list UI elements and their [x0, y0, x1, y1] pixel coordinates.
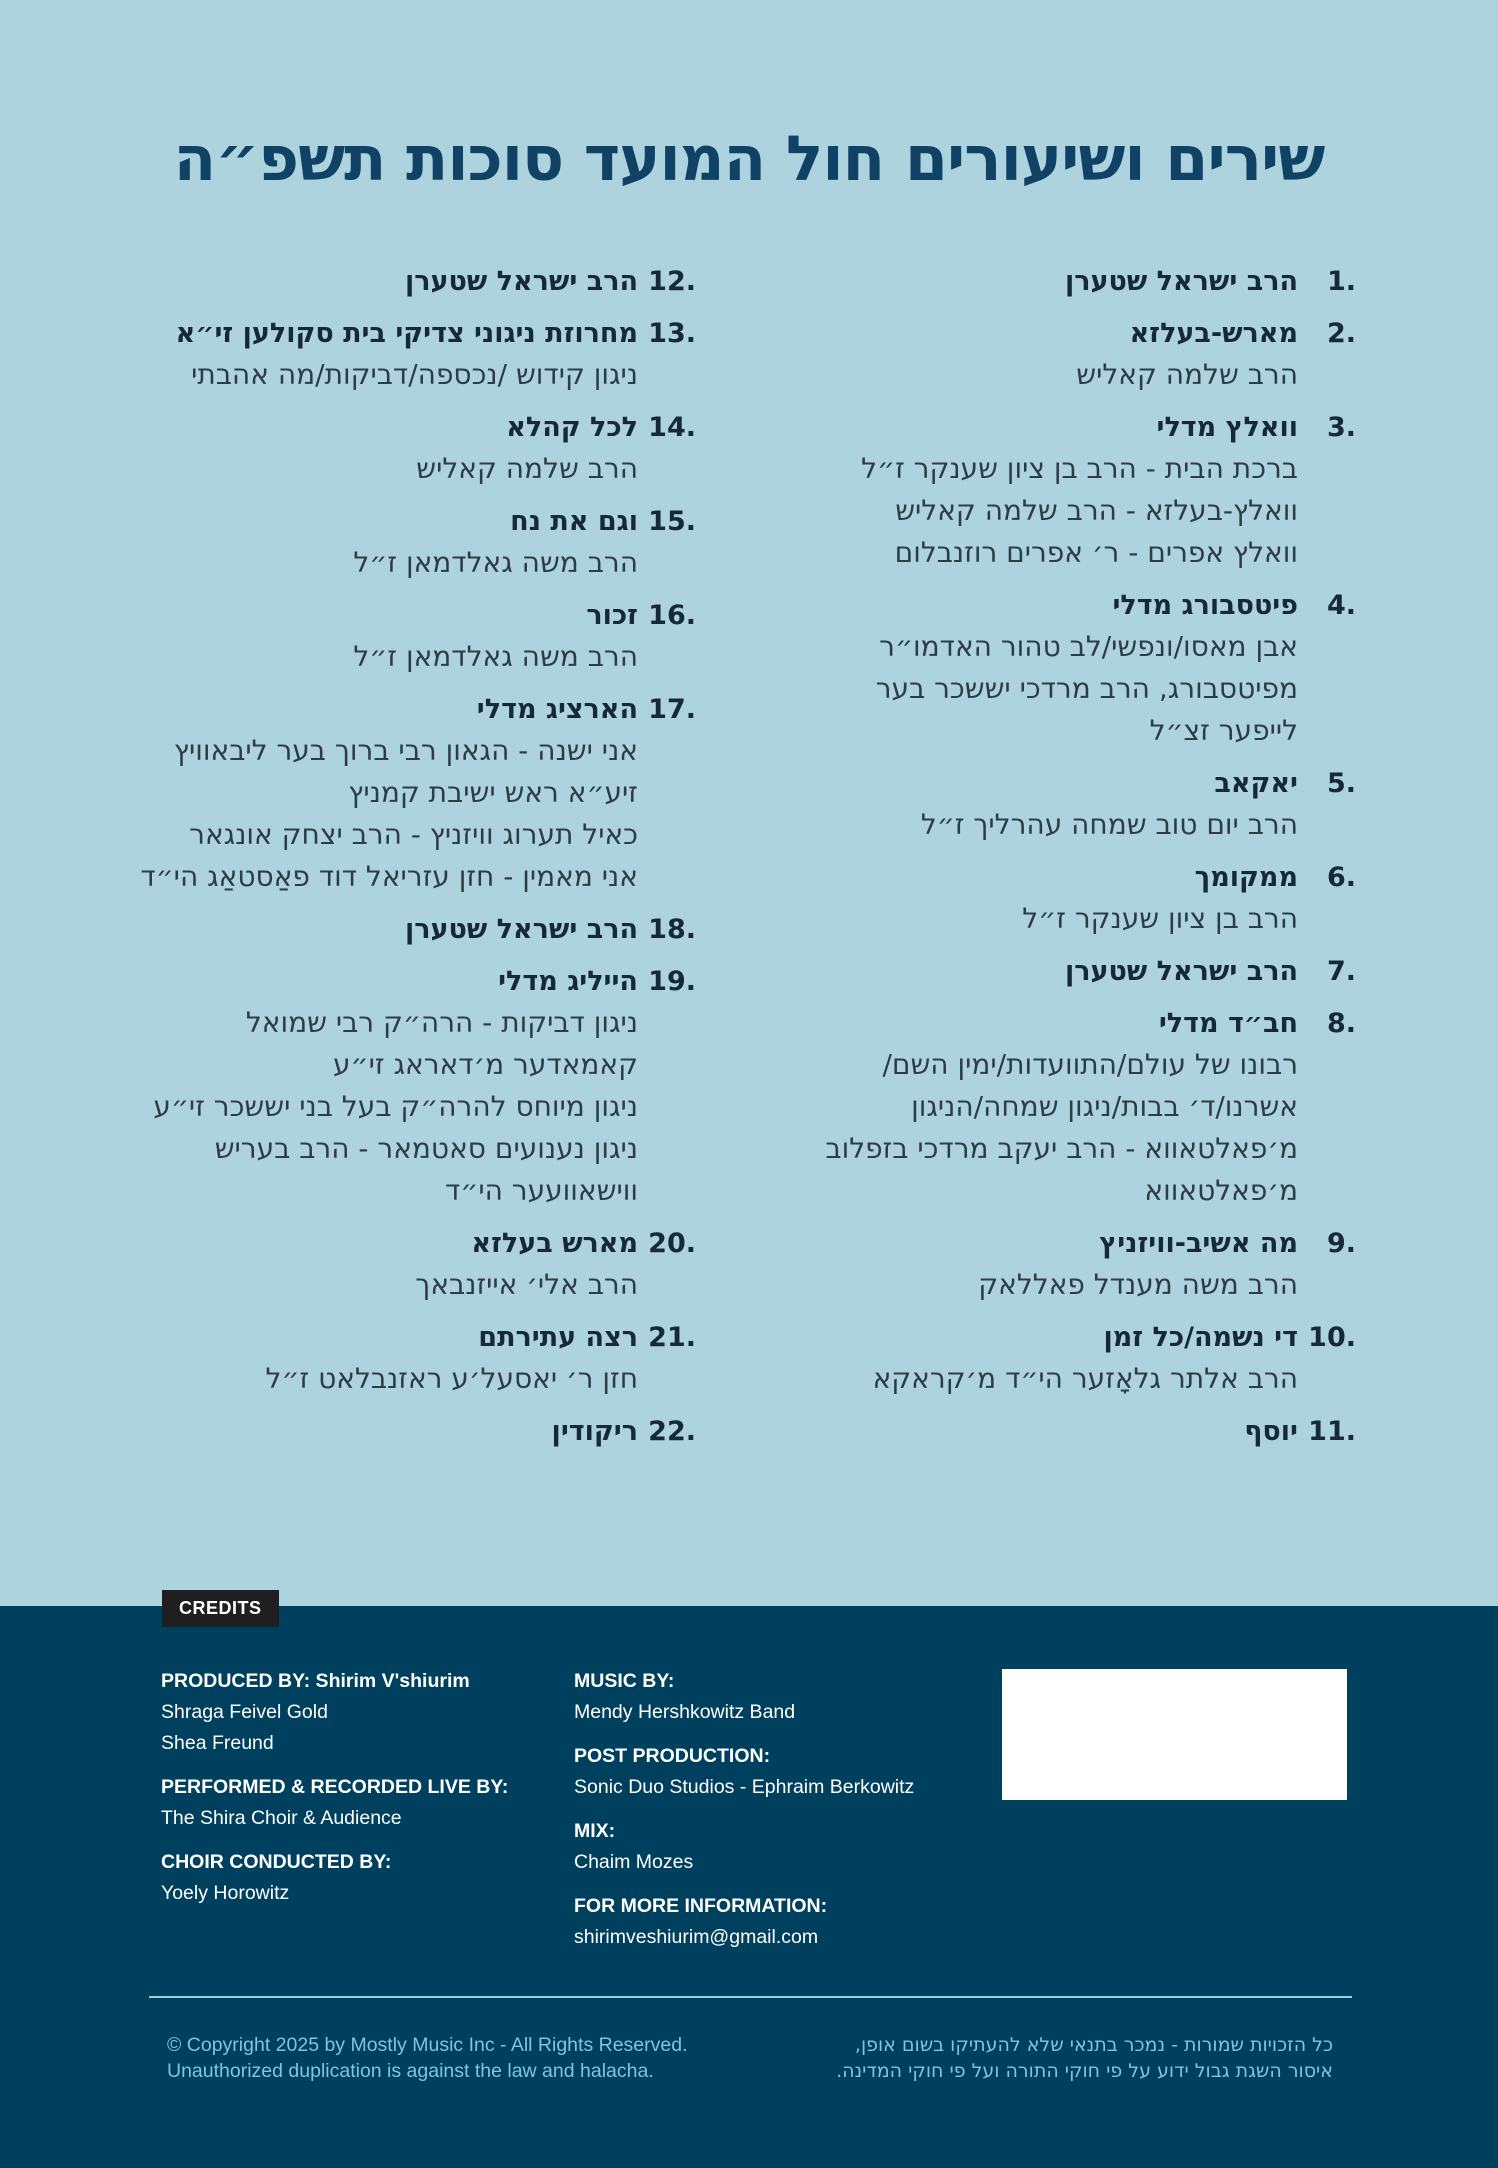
track-item	[56, 1318, 696, 1400]
track-credit-line: הרב בן ציון שענקר ז״ל	[1022, 902, 1298, 935]
copyright-hebrew	[713, 2032, 1333, 2084]
track-credit-line: כאיל תערוג וויזניץ - הרב יצחק אונגאר	[189, 818, 638, 851]
track-number: 11.	[1308, 1416, 1356, 1447]
track-title: וגם את נח	[510, 506, 638, 537]
track-title: הרב ישראל שטערן	[1064, 266, 1298, 297]
track-credit-line: ניגון דביקות - הרה״ק רבי שמואל	[245, 1006, 638, 1039]
credit-group	[574, 1666, 974, 1728]
track-header	[56, 1412, 696, 1452]
track-number: 9.	[1326, 1228, 1356, 1259]
track-header	[56, 1318, 696, 1358]
track-header	[766, 1224, 1356, 1264]
track-number: 15.	[648, 506, 696, 537]
track-header	[56, 262, 696, 302]
track-item	[766, 586, 1356, 752]
track-number: 13.	[648, 318, 696, 349]
track-title: זכור	[586, 600, 638, 631]
track-header	[56, 502, 696, 542]
track-number: 22.	[648, 1416, 696, 1447]
copyright-he-line: איסור השגת גבול ידוע על פי חוקי התורה ועל פי חוקי המדינה.	[836, 2060, 1333, 2082]
track-title: ריקודין	[551, 1416, 638, 1447]
track-header	[766, 858, 1356, 898]
track-item	[766, 1224, 1356, 1306]
track-title: הרב ישראל שטערן	[1064, 956, 1298, 987]
tracklist-left-column	[56, 262, 696, 1464]
track-item	[56, 1224, 696, 1306]
track-title: לכל קהלא	[506, 412, 638, 443]
credit-value: Chaim Mozes	[574, 1851, 694, 1873]
track-credit-line: ברכת הבית - הרב בן ציון שענקר ז״ל	[861, 452, 1298, 485]
track-number: 4.	[1326, 590, 1356, 621]
credit-label: FOR MORE INFORMATION:	[574, 1895, 828, 1917]
track-number: 5.	[1326, 768, 1356, 799]
track-number: 12.	[648, 266, 696, 297]
track-header	[766, 314, 1356, 354]
track-number: 8.	[1326, 1008, 1356, 1039]
track-credit-line: ניגון קידוש /נכספה/דביקות/מה אהבתי	[191, 358, 638, 391]
track-number: 19.	[648, 966, 696, 997]
credit-label: PERFORMED & RECORDED LIVE BY:	[161, 1776, 509, 1798]
track-header	[766, 1318, 1356, 1358]
track-item	[56, 1412, 696, 1452]
track-credit-line: קאמאדער מ׳דאראג זי״ע	[333, 1048, 638, 1081]
track-title: פיטסבורג מדלי	[1112, 590, 1298, 621]
tracklist-right-column	[766, 262, 1356, 1464]
track-item	[56, 962, 696, 1212]
credit-label: CHOIR CONDUCTED BY:	[161, 1851, 392, 1873]
track-header	[766, 952, 1356, 992]
credit-group	[161, 1772, 541, 1834]
credit-label: MIX:	[574, 1820, 616, 1842]
track-item	[766, 262, 1356, 302]
track-header	[766, 586, 1356, 626]
track-title: יאקאב	[1214, 768, 1298, 799]
track-header	[56, 1224, 696, 1264]
track-credit-line: הרב אלי׳ אייזנבאך	[415, 1268, 638, 1301]
track-header	[56, 596, 696, 636]
track-header	[56, 910, 696, 950]
track-number: 1.	[1326, 266, 1356, 297]
track-credit-line: רבונו של עולם/התוועדות/ימין השם/	[882, 1048, 1298, 1081]
track-item	[56, 314, 696, 396]
copyright-english	[167, 2032, 787, 2084]
track-credit-line: אני מאמין - חזן עזריאל דוד פאַסטאַג הי״ד	[140, 860, 638, 893]
track-title: מחרוזת ניגוני צדיקי בית סקולען זי״א	[175, 318, 638, 349]
track-header	[56, 690, 696, 730]
credit-label: POST PRODUCTION:	[574, 1745, 771, 1767]
track-number: 2.	[1326, 318, 1356, 349]
track-number: 7.	[1326, 956, 1356, 987]
track-credit-line: הרב שלמה קאליש	[1076, 358, 1298, 391]
track-title: רצה עתירתם	[478, 1322, 638, 1353]
track-item	[56, 408, 696, 490]
copyright-en-line: © Copyright 2025 by Mostly Music Inc - All Rights Reserved.	[167, 2034, 688, 2056]
track-title: ממקומך	[1194, 862, 1298, 893]
credit-group	[161, 1847, 541, 1909]
track-credit-line: חזן ר׳ יאסעל׳ע ראזנבלאט ז״ל	[265, 1362, 638, 1395]
track-number: 17.	[648, 694, 696, 725]
track-credit-line: אבן מאסו/ונפשי/לב טהור האדמו״ר	[879, 630, 1298, 663]
credits-column-1	[161, 1666, 541, 1922]
logo-placeholder-box	[1002, 1669, 1347, 1800]
track-title: מארש בעלזא	[471, 1228, 638, 1259]
track-header	[766, 262, 1356, 302]
track-header	[56, 408, 696, 448]
page-title: שירים ושיעורים חול המועד סוכות תשפ״ה	[173, 122, 1325, 195]
track-title: הרב ישראל שטערן	[404, 266, 638, 297]
track-credit-line: הרב משה מענדל פאללאק	[978, 1268, 1298, 1301]
track-credit-line: לייפער זצ״ל	[1149, 714, 1298, 747]
track-credit-line: זיע״א ראש ישיבת קמניץ	[348, 776, 638, 809]
track-number: 21.	[648, 1322, 696, 1353]
credit-value: Mendy Hershkowitz Band	[574, 1701, 796, 1723]
track-title: הרב ישראל שטערן	[404, 914, 638, 945]
track-credit-line: הרב אלתר גלאָזער הי״ד מ׳קראקא	[872, 1362, 1298, 1395]
track-item	[766, 408, 1356, 574]
track-credit-line: ניגון מיוחס להרה״ק בעל בני יששכר זי״ע	[153, 1090, 638, 1123]
track-number: 14.	[648, 412, 696, 443]
track-item	[56, 690, 696, 898]
track-credit-line: מ׳פאלטאווא - הרב יעקב מרדכי בזפלוב	[825, 1132, 1298, 1165]
track-number: 18.	[648, 914, 696, 945]
track-item	[56, 502, 696, 584]
credit-value: Sonic Duo Studios - Ephraim Berkowitz	[574, 1776, 915, 1798]
track-header	[766, 764, 1356, 804]
track-item	[766, 1004, 1356, 1212]
track-header	[56, 314, 696, 354]
track-credit-line: הרב יום טוב שמחה עהרליך ז״ל	[920, 808, 1298, 841]
credit-label: PRODUCED BY: Shirim V'shiurim	[161, 1670, 470, 1692]
credit-group	[574, 1891, 974, 1953]
credit-group	[161, 1666, 541, 1759]
credit-value: Shraga Feivel Gold	[161, 1701, 328, 1723]
track-item	[56, 262, 696, 302]
track-item	[766, 764, 1356, 846]
track-title: חב״ד מדלי	[1158, 1008, 1298, 1039]
track-header	[56, 962, 696, 1002]
credit-group	[574, 1741, 974, 1803]
copyright-en-line: Unauthorized duplication is against the law and halacha.	[167, 2060, 654, 2082]
footer-divider	[149, 1996, 1352, 1998]
credit-group	[574, 1816, 974, 1878]
track-title: יוסף	[1244, 1416, 1298, 1447]
credit-label: MUSIC BY:	[574, 1670, 675, 1692]
credits-tag: CREDITS	[162, 1590, 279, 1627]
track-header	[766, 408, 1356, 448]
track-number: 16.	[648, 600, 696, 631]
track-item	[766, 1412, 1356, 1452]
credit-value: Shea Freund	[161, 1732, 274, 1754]
track-credit-line: הרב שלמה קאליש	[416, 452, 638, 485]
track-credit-line: וואלץ-בעלזא - הרב שלמה קאליש	[895, 494, 1298, 527]
track-credit-line: אני ישנה - הגאון רבי ברוך בער ליבאוויץ	[173, 734, 638, 767]
track-credit-line: ניגון נענועים סאטמאר - הרב בעריש	[214, 1132, 638, 1165]
credit-value: shirimveshiurim@gmail.com	[574, 1926, 819, 1948]
credits-column-2	[574, 1666, 974, 1966]
track-credit-line: ווישאוועער הי״ד	[445, 1174, 638, 1207]
track-title: הייליג מדלי	[498, 966, 638, 997]
track-header	[766, 1412, 1356, 1452]
copyright-he-line: כל הזכויות שמורות - נמכר בתנאי שלא להעתיקו בשום אופן,	[854, 2034, 1333, 2056]
track-header	[766, 1004, 1356, 1044]
track-credit-line: מ׳פאלטאווא	[1144, 1174, 1298, 1207]
track-number: 10.	[1308, 1322, 1356, 1353]
track-item	[766, 314, 1356, 396]
track-title: מארש-בעלזא	[1129, 318, 1298, 349]
track-number: 20.	[648, 1228, 696, 1259]
track-item	[766, 1318, 1356, 1400]
track-credit-line: הרב משה גאלדמאן ז״ל	[353, 640, 638, 673]
track-credit-line: אשרנו/ד׳ בבות/ניגון שמחה/הניגון	[911, 1090, 1298, 1123]
track-credit-line: וואלץ אפרים - ר׳ אפרים רוזנבלום	[894, 536, 1298, 569]
track-number: 3.	[1326, 412, 1356, 443]
track-item	[56, 596, 696, 678]
track-credit-line: הרב משה גאלדמאן ז״ל	[353, 546, 638, 579]
track-title: מה אשיב-וויזניץ	[1099, 1228, 1298, 1259]
credit-value: The Shira Choir & Audience	[161, 1807, 402, 1829]
track-credit-line: מפיטסבורג, הרב מרדכי יששכר בער	[875, 672, 1298, 705]
track-title: הארציג מדלי	[476, 694, 638, 725]
track-number: 6.	[1326, 862, 1356, 893]
track-title: די נשמה/כל זמן	[1103, 1322, 1298, 1353]
track-item	[766, 858, 1356, 940]
track-title: וואלץ מדלי	[1156, 412, 1298, 443]
track-item	[56, 910, 696, 950]
credit-value: Yoely Horowitz	[161, 1882, 290, 1904]
track-item	[766, 952, 1356, 992]
